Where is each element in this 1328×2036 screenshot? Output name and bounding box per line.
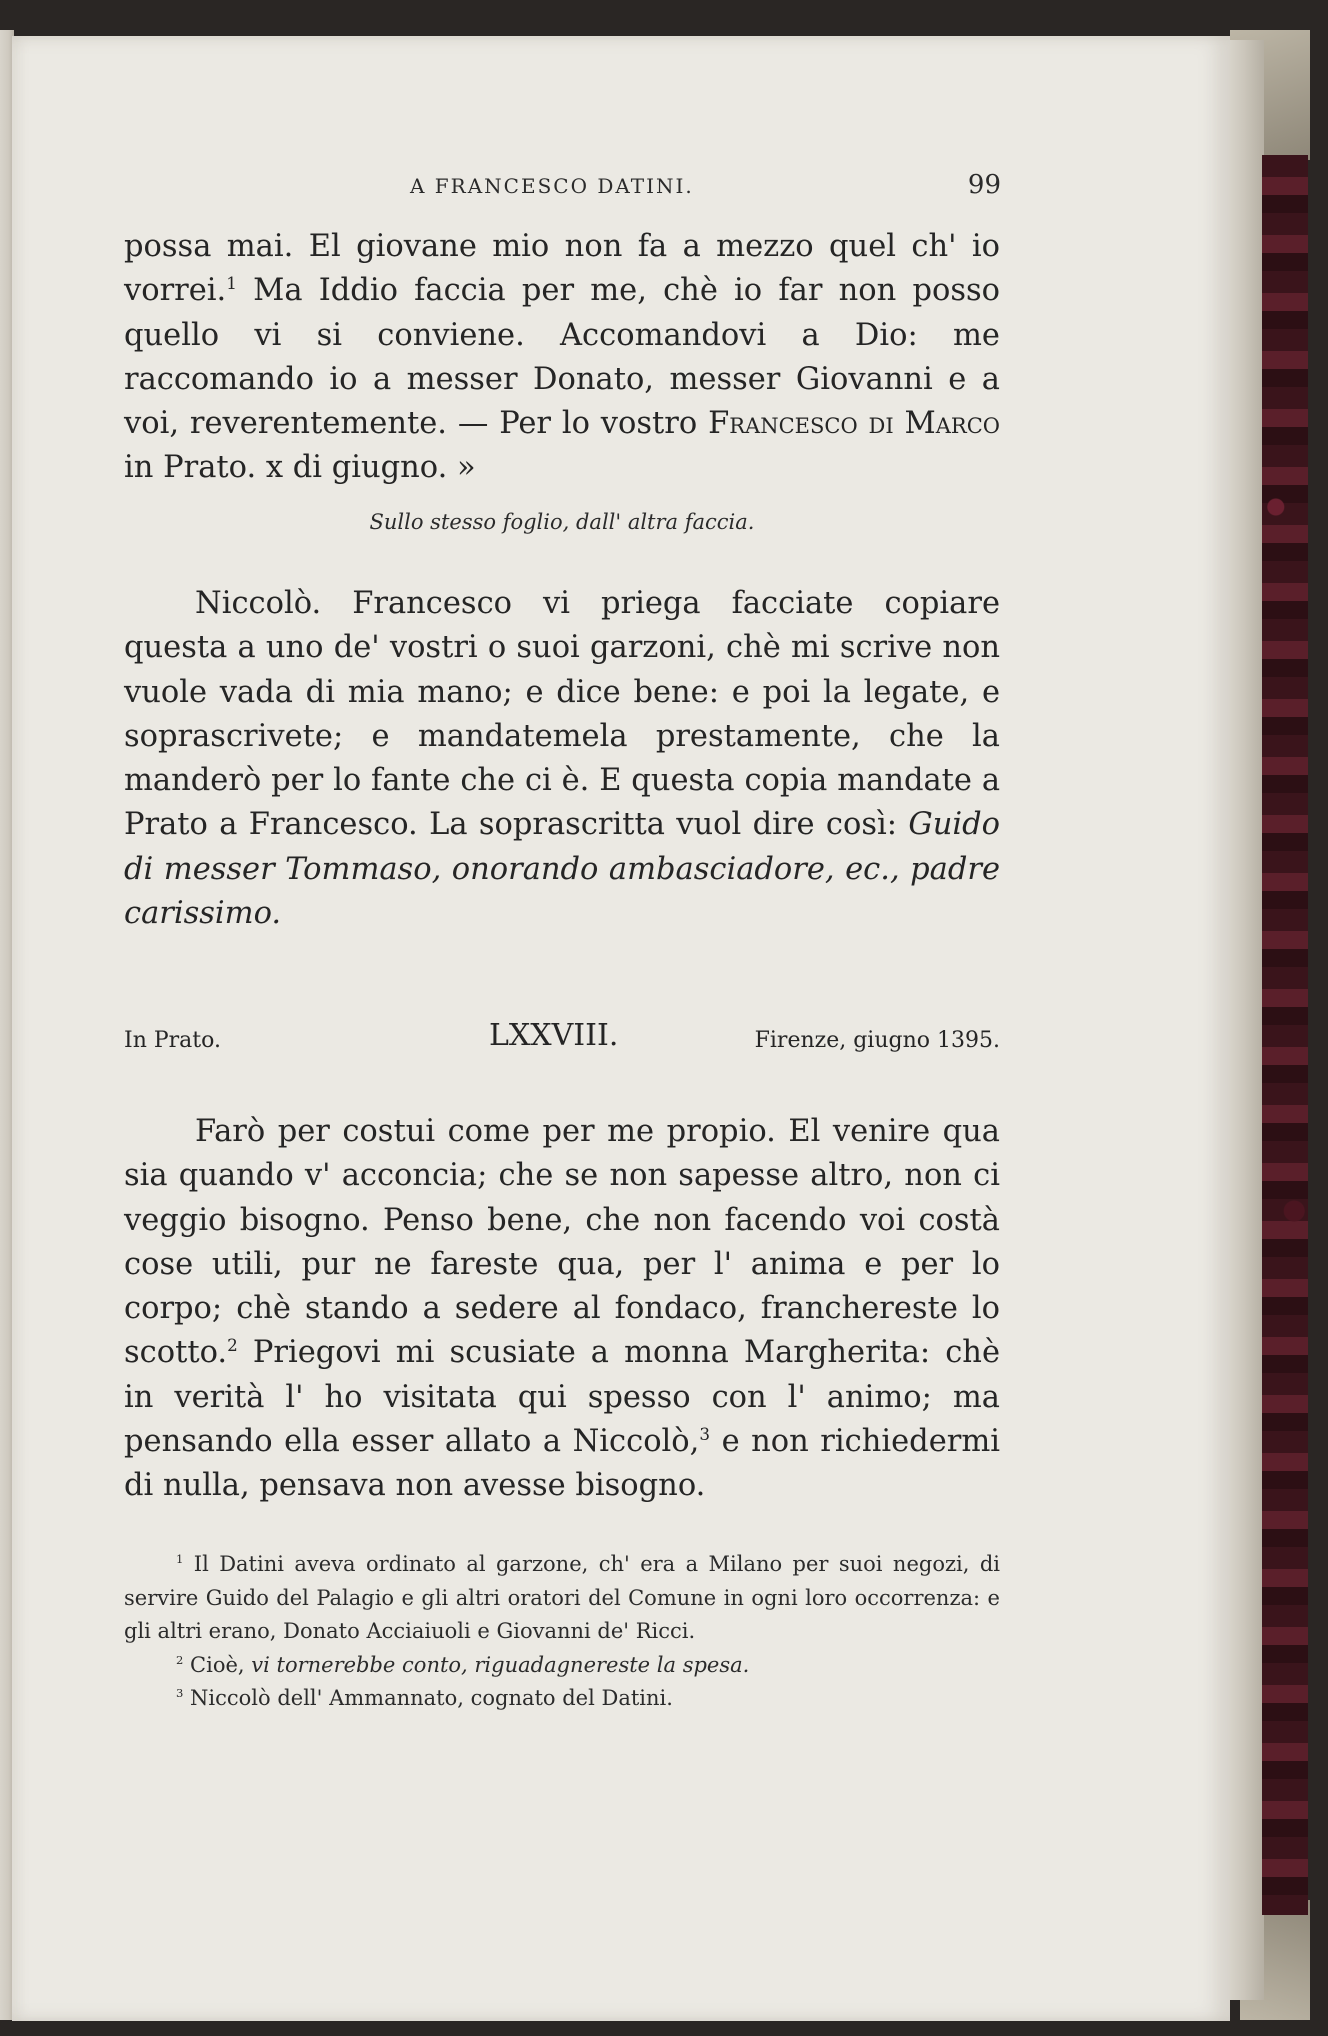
running-title: A FRANCESCO DATINI.: [410, 174, 694, 198]
footnote-ref: 1: [226, 273, 237, 294]
letter-text: e non richiedermi di nulla, pensava non avesse bisogno.: [124, 1424, 1000, 1504]
letter-text: Farò per costui come per me propio. El venire qua sia quando v' acconcia; che se non sapesse altro, non ci veggio bisogno. Penso bene, che non facendo voi costà cose utili, pur ne fareste qua, per l' anima e per lo corpo; chè stando a sedere al fondaco, franchereste lo scotto.: [124, 1114, 1000, 1371]
letter-body-paragraph: [124, 1110, 1000, 1509]
footnote-text: Niccolò dell' Ammannato, cognato del Datini.: [183, 1686, 673, 1710]
note-heading: Sullo stesso foglio, dall' altra faccia.: [369, 510, 755, 534]
letter-closing-paragraph: [124, 225, 1000, 491]
letter-recipient-place: In Prato.: [124, 1028, 221, 1053]
footnote-2: [124, 1649, 1000, 1683]
footnote-text: Il Datini aveva ordinato al garzone, ch' era a Milano per suoi negozi, di servire Guido del Palagio e gli altri oratori del Comune in ogni loro occorrenza: e gli altri erano, Donato Acciaiuoli e Giovanni de' Ricci.: [124, 1552, 1000, 1643]
postscript-paragraph: [124, 582, 1000, 936]
page-fore-edge: [1228, 40, 1264, 2000]
letter-heading: [124, 1018, 1000, 1062]
footnote-italic: vi tornerebbe conto, riguadagnereste la spesa.: [251, 1652, 750, 1677]
letter-text: Ma Iddio faccia per me, chè io far non posso quello vi si conviene. Accomandovi a Dio: me raccomando io a messer Donato, messer Giovanni e a voi, reverentemente. — Per lo vostro: [124, 273, 1000, 442]
footnote-number: 1: [176, 1552, 184, 1566]
footnote-number: 3: [176, 1686, 184, 1700]
letter-text: in Prato. x di giugno. »: [124, 450, 476, 486]
letter-number: LXXVIII.: [489, 1018, 619, 1053]
address-italic: Guido di messer Tommaso, onorando ambasciadore, ec., padre carissimo.: [124, 807, 1000, 932]
letter-text: possa mai. El giovane mio non fa a mezzo quel ch' io vorrei.: [124, 229, 1000, 309]
signature: Francesco di Marco: [708, 406, 1000, 442]
footnote-3: [124, 1682, 1000, 1716]
running-header: [125, 170, 1001, 200]
marbled-edge: [1262, 155, 1308, 1915]
footnote-ref: 2: [227, 1335, 238, 1356]
footnote-text: Cioè,: [183, 1652, 252, 1677]
footnote-1: [124, 1548, 1000, 1649]
page-number: 99: [967, 170, 1001, 200]
footnote-ref: 3: [699, 1423, 711, 1444]
footnote-number: 2: [176, 1652, 184, 1667]
letter-text: Priegovi mi scusiate a monna Margherita: chè in verità l' ho visitata qui spesso con l' animo; ma pensando ella esser allato a Niccolò,: [124, 1335, 1000, 1460]
footnotes: [124, 1548, 1000, 1716]
letter-date: Firenze, giugno 1395.: [754, 1028, 1000, 1053]
postscript-text: Niccolò. Francesco vi priega facciate copiare questa a uno de' vostri o suoi garzoni, chè mi scrive non vuole vada di mia mano; e dice bene: e poi la legate, e soprascrivete; e mandatemela prestamente, che la manderò per lo fante che ci è. E questa copia mandate a Prato a Francesco. La soprascritta vuol dire così:: [124, 586, 1000, 843]
